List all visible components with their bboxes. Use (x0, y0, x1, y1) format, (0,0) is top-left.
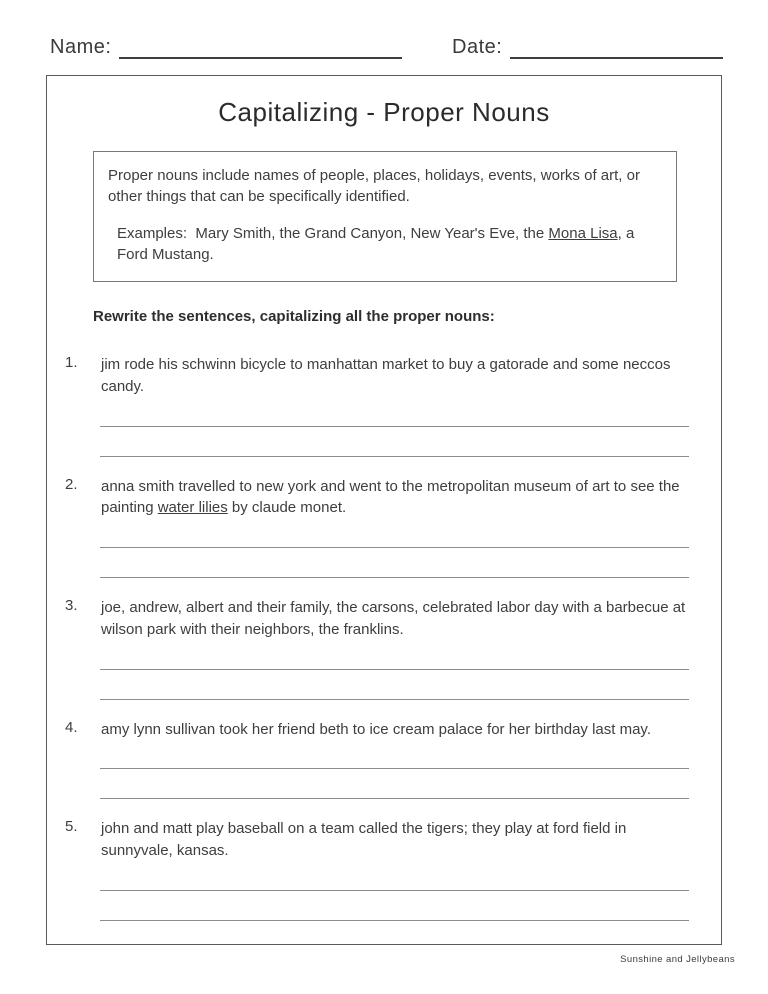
answer-line (100, 577, 689, 578)
answer-line (100, 890, 689, 891)
question-sentence (101, 354, 687, 398)
question-row (47, 354, 721, 398)
examples-part-before: Examples: Mary Smith, the Grand Canyon, New Year's Eve, the (117, 224, 549, 242)
sentence-part: amy lynn sullivan took her friend beth to ice cream palace for her birthday last may. (101, 720, 651, 738)
header-row (0, 0, 768, 59)
question-sentence (101, 719, 687, 741)
question-sentence (101, 597, 687, 641)
answer-line (100, 426, 689, 427)
date-field (452, 36, 723, 59)
question-number: 1. (65, 354, 78, 372)
date-label: Date: (452, 36, 503, 58)
answer-line (100, 768, 689, 769)
question-number: 2. (65, 475, 78, 493)
question-sentence (101, 476, 687, 520)
question-block-3 (47, 597, 721, 700)
examples-text (108, 223, 664, 266)
name-field (50, 36, 402, 59)
sentence-part: joe, andrew, albert and their family, the carsons, celebrated labor day with a barbecue at wilson park with their neighbors, the franklins. (101, 599, 686, 638)
answer-line (100, 920, 689, 921)
sentence-underlined-part: water lilies (157, 499, 228, 517)
sentence-part: anna smith travelled to new york and went to the metropolitan museum of art to see the painting (101, 477, 680, 517)
question-row (47, 476, 721, 520)
answer-line (100, 669, 689, 670)
answer-line (100, 798, 689, 799)
name-label: Name: (50, 36, 112, 58)
question-block-5 (47, 818, 721, 921)
question-sentence (101, 818, 687, 862)
date-blank-line (510, 37, 723, 59)
question-row (47, 597, 721, 641)
question-number: 5. (65, 818, 78, 836)
worksheet-box (46, 75, 722, 945)
name-blank-line (119, 37, 402, 59)
worksheet-title: Capitalizing - Proper Nouns (218, 97, 550, 127)
answer-line (100, 699, 689, 700)
sentence-part: john and matt play baseball on a team called the tigers; they play at ford field in sunnyvale, kansas. (101, 820, 627, 860)
definition-box (93, 151, 677, 282)
question-block-4 (47, 719, 721, 800)
instruction-text: Rewrite the sentences, capitalizing all the proper nouns: (93, 308, 495, 326)
question-number: 3. (65, 597, 78, 615)
sentence-part: by claude monet. (227, 499, 347, 517)
sentence-part: jim rode his schwinn bicycle to manhattan market to buy a gatorade and some neccos candy. (101, 356, 671, 395)
examples-part-after: , a Ford Mustang. (117, 224, 639, 263)
question-row (47, 719, 721, 741)
question-number: 4. (65, 718, 78, 736)
examples-underlined-title: Mona Lisa (548, 224, 618, 242)
question-block-1 (47, 354, 721, 457)
question-row (47, 818, 721, 862)
question-block-2 (47, 476, 721, 579)
questions-list (47, 354, 721, 921)
definition-text: Proper nouns include names of people, places, holidays, events, works of art, or other things that can be specifically identified. (108, 167, 640, 206)
answer-line (100, 456, 689, 457)
answer-line (100, 547, 689, 548)
footer-credit: Sunshine and Jellybeans (620, 954, 735, 965)
